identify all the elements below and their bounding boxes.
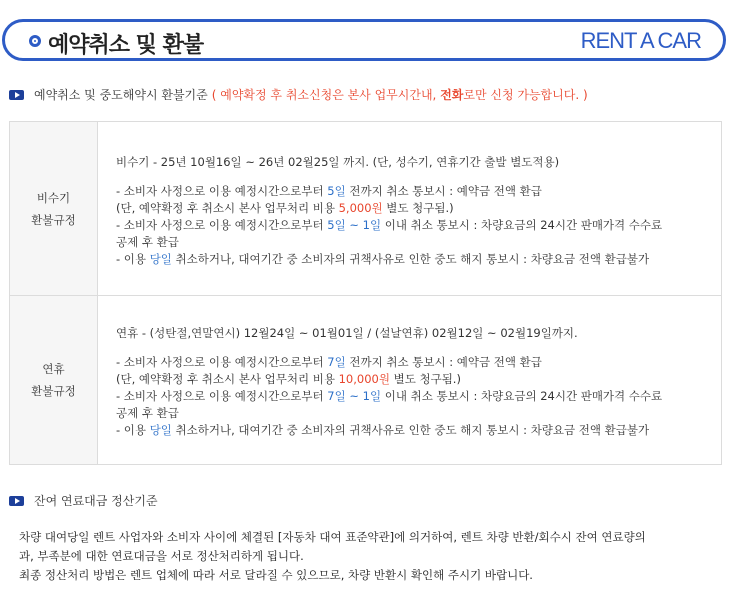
holiday-label: [10, 296, 98, 465]
holiday-label-line2: 환불규정: [31, 384, 76, 398]
refund-heading-text: 예약취소 및 중도해약시 환불기준: [34, 88, 208, 102]
fuel-line-2: 과, 부족분에 대한 연료대금을 서로 정산처리하게 됩니다.: [19, 549, 304, 563]
note-text-2: 로만 신청 가능합니다. ): [463, 88, 588, 102]
rule-day: 당일: [149, 423, 172, 437]
holiday-rules: [98, 296, 722, 465]
rule-fee: 5,000원: [338, 200, 383, 215]
note-text-phone: 전화: [440, 88, 464, 102]
rule-day: 당일: [149, 251, 172, 266]
rule-days: 5일: [327, 183, 346, 198]
rule-text: 취소하거나, 대여기간 중 소비자의 귀책사유로 인한 중도 해지 통보시 : 차량요금 전액 환급불가: [171, 251, 650, 266]
rule-text: - 이용: [116, 423, 150, 437]
note-text-1: ( 예약확정 후 취소신청은 본사 업무시간내,: [211, 88, 441, 102]
rule-text: 별도 청구됨.): [382, 200, 454, 215]
fuel-heading-text: 잔여 연료대금 정산기준: [34, 494, 158, 508]
rule-text: (단, 예약확정 후 취소시 본사 업무처리 비용: [116, 200, 339, 215]
offpeak-rule-1: [116, 183, 701, 200]
rule-text: 이내 취소 통보시 : 차량요금의 24시간 판매가격 수수료: [381, 217, 663, 232]
rule-text: (단, 예약확정 후 취소시 본사 업무처리 비용: [116, 372, 339, 386]
offpeak-label-line2: 환불규정: [31, 212, 76, 227]
holiday-rule-2-cont: 공제 후 환급: [116, 406, 179, 420]
holiday-rule-1-fee: [116, 371, 701, 388]
holiday-label-line1: 연휴: [42, 362, 65, 376]
rule-text: 전까지 취소 통보시 : 예약금 전액 환급: [345, 183, 542, 198]
rule-days: 7일 ~ 1일: [327, 389, 382, 403]
fuel-line-3: 최종 정산처리 방법은 렌트 업체에 따라 서로 달라질 수 있으므로, 차량 반환시 확인해 주시기 바랍니다.: [19, 568, 533, 582]
offpeak-rule-1-fee: [116, 200, 701, 217]
title-bullet-icon: [29, 35, 41, 47]
offpeak-rule-3: [116, 251, 701, 268]
rule-days: 7일: [327, 355, 346, 369]
rule-text: - 소비자 사정으로 이용 예정시간으로부터: [116, 183, 328, 198]
page-title-bar: [2, 19, 726, 61]
fuel-section-heading: [9, 492, 158, 509]
offpeak-rule-2: [116, 217, 701, 234]
play-bullet-icon: [9, 90, 24, 100]
refund-policy-table: [9, 121, 722, 465]
rule-text: 전까지 취소 통보시 : 예약금 전액 환급: [345, 355, 542, 369]
rule-text: 별도 청구됨.): [389, 372, 461, 386]
rule-fee: 10,000원: [338, 372, 390, 386]
offpeak-label: [10, 122, 98, 296]
refund-note: [212, 86, 588, 103]
rule-text: 취소하거나, 대여기간 중 소비자의 귀책사유로 인한 중도 해지 통보시 : 차량요금 전액 환급불가: [171, 423, 650, 437]
holiday-rule-3: [116, 422, 701, 439]
refund-section-heading: [9, 86, 588, 103]
rule-days: 5일 ~ 1일: [327, 217, 382, 232]
holiday-row: [10, 296, 722, 465]
rule-text: 이내 취소 통보시 : 차량요금의 24시간 판매가격 수수료: [381, 389, 663, 403]
rule-text: - 소비자 사정으로 이용 예정시간으로부터: [116, 389, 328, 403]
page-title: 예약취소 및 환불: [48, 33, 204, 58]
offpeak-label-line1: 비수기: [36, 190, 71, 205]
rule-text: - 소비자 사정으로 이용 예정시간으로부터: [116, 217, 328, 232]
rule-text: - 소비자 사정으로 이용 예정시간으로부터: [116, 355, 328, 369]
holiday-rule-1: [116, 354, 701, 371]
holiday-rule-2: [116, 388, 701, 405]
offpeak-rules: [98, 122, 722, 296]
holiday-period: 연휴 - (성탄절,연말연시) 12월24일 ~ 01월01일 / (설날연휴) 02월12일 ~ 02월19일까지.: [116, 326, 578, 340]
offpeak-period: 비수기 - 25년 10월16일 ~ 26년 02월25일 까지. (단, 성수기, 연휴기간 출발 별도적용): [116, 154, 560, 169]
brand-label: RENT A CAR: [580, 28, 701, 53]
rule-text: - 이용: [116, 251, 150, 266]
fuel-policy-text: [19, 528, 719, 585]
play-bullet-icon: [9, 496, 24, 506]
offpeak-rule-2-cont: 공제 후 환급: [116, 234, 179, 249]
offpeak-row: [10, 122, 722, 296]
fuel-line-1: 차량 대여당일 렌트 사업자와 소비자 사이에 체결된 [자동차 대여 표준약관]에 의거하여, 렌트 차량 반환/회수시 잔여 연료량의: [19, 530, 646, 544]
